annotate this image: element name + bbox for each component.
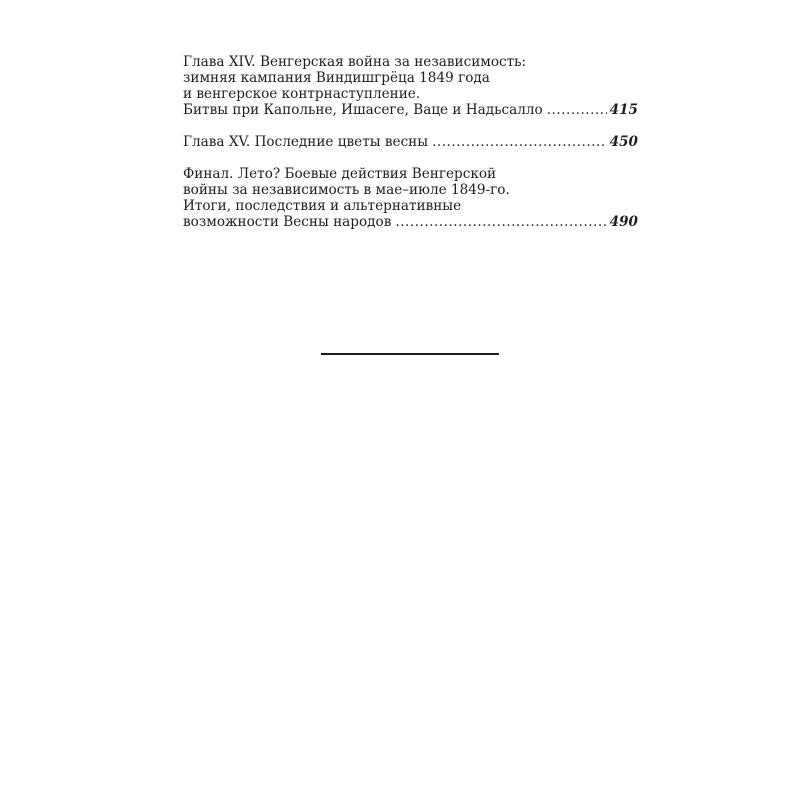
toc-entry-title: Глава XV. Последние цветы весны [183,134,429,150]
dot-leader [395,214,606,230]
toc-entry-title: Битвы при Капольне, Ишасеге, Ваце и Надьсалло [183,102,543,118]
toc-entry-line: и венгерское контрнаступление. [183,86,421,102]
toc-entry-line: Глава XIV. Венгерская война за независимость: [183,54,527,70]
section-divider-rule [321,353,499,355]
toc-entry-final-line [183,102,638,118]
toc-entry-line: войны за независимость в мае–июле 1849-го. [183,182,510,198]
toc-page-number[interactable]: 415 [609,102,638,118]
dot-leader [547,102,607,118]
toc-entry-final-line [183,134,638,150]
toc-entry-line: Финал. Лето? Боевые действия Венгерской [183,166,497,182]
toc-entry-chapter-15[interactable] [183,134,638,150]
toc-entry-final-line [183,214,638,230]
table-of-contents [183,54,638,230]
toc-entry-line: зимняя кампания Виндишгрёца 1849 года [183,70,490,86]
dot-leader [432,134,607,150]
toc-entry-finale[interactable] [183,166,638,230]
toc-entry-line: Итоги, последствия и альтернативные [183,198,462,214]
toc-entry-chapter-14[interactable] [183,54,638,118]
toc-entry-title: возможности Весны народов [183,214,392,230]
toc-page-number[interactable]: 450 [609,134,638,150]
toc-page-number[interactable]: 490 [609,214,638,230]
